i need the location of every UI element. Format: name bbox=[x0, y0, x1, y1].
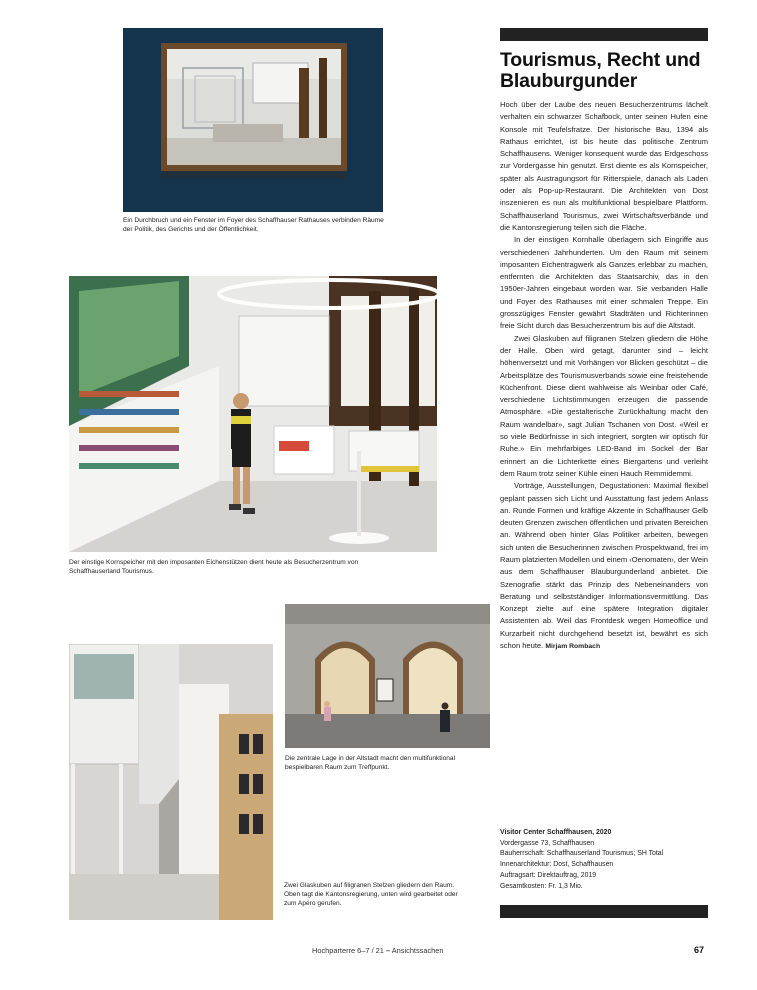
credits-cost: Gesamtkosten: Fr. 1,3 Mio. bbox=[500, 882, 583, 890]
paragraph-3: Zwei Glaskuben auf filigranen Stelzen gliedern die Höhe der Halle. Oben wird getagt, darunter sind – leicht höhenversetzt und mit Vorhängen vor Blicken geschützt – die Arbeitsplätze des Tourismusverbands sowie eine freistehende Küchenfront. Diese dient wahlweise als Weinbar oder Café, verschiedene Lichtstimmungen erzeugen die passende Atmosphäre. «Die gestalterische Zurückhaltung macht den Raum wandelbar», sagt Julian Tschanen von Dost. «Weil er so viele Bedürfnisse in sich integriert, sorgten wir optisch für Ruhe.» Ein mehrfarbiges LED-Band im Sockel der Bar erinnert an die Lichterkette eines Biergartens und verleiht dem Raum trotz seiner Kühle einen Hauch Remmidemmi. bbox=[500, 333, 708, 478]
photo-glass-cubes bbox=[69, 644, 273, 920]
photo-street-exterior bbox=[285, 604, 490, 748]
top-rule bbox=[500, 28, 708, 41]
photo-rathaus-window bbox=[123, 28, 383, 212]
article-body bbox=[500, 99, 708, 653]
credits-commission: Auftragsart: Direktauftrag, 2019 bbox=[500, 871, 597, 879]
paragraph-4: Vorträge, Ausstellungen, Degustationen: Maximal flexibel geplant passen sich Licht und Ausstattung fast jedem Anlass an. Runde Formen und kräftige Akzente in Schaffhauser Gelb deuten Grenzen zwischen öffentlichen und privaten Bereichen an. Während oben hinter Glas Politiker arbeiten, bewegen sich unten die Besucherinnen zwischen Prospektwand, frei im Raum platzierten Modellen und einem ‹Oenomaten›, der Wein aus dem Schaffhauser Blauburgunderland anbietet. Die Szenografie stärkt das Prinzip des Nebeneinanders von Beratung und selbstständiger Informationsvermittlung. Das Konzept zielte auf eine spätere Integration digitaler Assistenten ab. Weil das Frontdesk wegen Homeoffice und Kurzarbeit nicht durchgehend besetzt ist, bewährt es sich schon heute. Mirjam Rombach bbox=[500, 481, 708, 651]
page-number: 67 bbox=[694, 945, 705, 955]
footer-magazine: Hochparterre 6–7 / 21 bbox=[312, 946, 384, 955]
article-title: Tourismus, Recht und Blauburgunder bbox=[500, 49, 701, 92]
credits-heading: Visitor Center Schaffhausen, 2020 bbox=[500, 829, 612, 836]
project-credits bbox=[500, 828, 710, 892]
paragraph-1: Hoch über der Laube des neuen Besucherzentrums lächelt verhalten ein schwarzer Schafbock, unter seinen Hufen eine Konsole mit Teufelsfratze. Der historische Bau, 1394 als Rathaus errichtet, ist bis heute das politische Zentrum Schaffhausens. Weniger konsequent wurde das Erdgeschoss zur Vordergasse hin genutzt. Erst diente es als Kornspeicher, später als Austragungsort für Ritterspiele, danach als Laden oder als Pop-up-Restaurant. Die Architekten von Dost inszenieren es nun als multifunktional bespielbare Plattform. Schaffhauserland Tourismus, zwei Wirtschaftsverbände und die Kantonsregierung teilen sich die Fläche. bbox=[500, 100, 708, 232]
paragraph-2: In der einstigen Kornhalle überlagern sich Eingriffe aus verschiedenen Jahrhunderten. Um den Raum mit seinem imposanten Eichentragwerk als Ganzes erlebbar zu machen, entfernten die Architekten das Staatsarchiv, das in den 1950er-Jahren eingebaut worden war. Sie verbanden Halle und Foyer des Rathauses mit einer schmalen Treppe. Ein grosszügiges Fenster gewährt Stadträten und Richterinnen freie Sicht durch das Besucherzentrum bis auf die Altstadt. bbox=[500, 235, 708, 331]
bottom-rule bbox=[500, 905, 708, 918]
caption-photo-glass-cubes: Zwei Glaskuben auf filigranen Stelzen gliedern den Raum. Oben tagt die Kantonsregierung, unten wird gearbeitet oder zum Apéro gerufen. bbox=[284, 882, 458, 907]
caption-photo-visitor-center: Der einstige Kornspeicher mit den imposanten Eichenstützen dient heute als Besucherzentrum von Schaffhauserland Tourismus. bbox=[69, 559, 359, 575]
credits-client: Bauherrschaft: Schaffhauserland Tourismus; SH Total bbox=[500, 850, 664, 858]
caption-photo-rathaus-window: Ein Durchbruch und ein Fenster im Foyer des Schaffhauser Rathauses verbinden Räume der Politik, des Gerichts und der Öffentlichkeit. bbox=[123, 217, 384, 233]
credits-interior: Innenarchitektur: Dost, Schaffhausen bbox=[500, 861, 614, 869]
author-name: Mirjam Rombach bbox=[545, 643, 601, 651]
footer-separator: – bbox=[385, 946, 391, 955]
caption-photo-street: Die zentrale Lage in der Altstadt macht den multifunktional bespielbaren Raum zum Treffpunkt. bbox=[285, 755, 456, 771]
footer-magazine-info bbox=[312, 946, 444, 955]
photo-visitor-center-interior bbox=[69, 276, 437, 552]
footer-section: Ansichtssachen bbox=[391, 946, 444, 955]
credits-address: Vordergasse 73, Schaffhausen bbox=[500, 839, 595, 847]
